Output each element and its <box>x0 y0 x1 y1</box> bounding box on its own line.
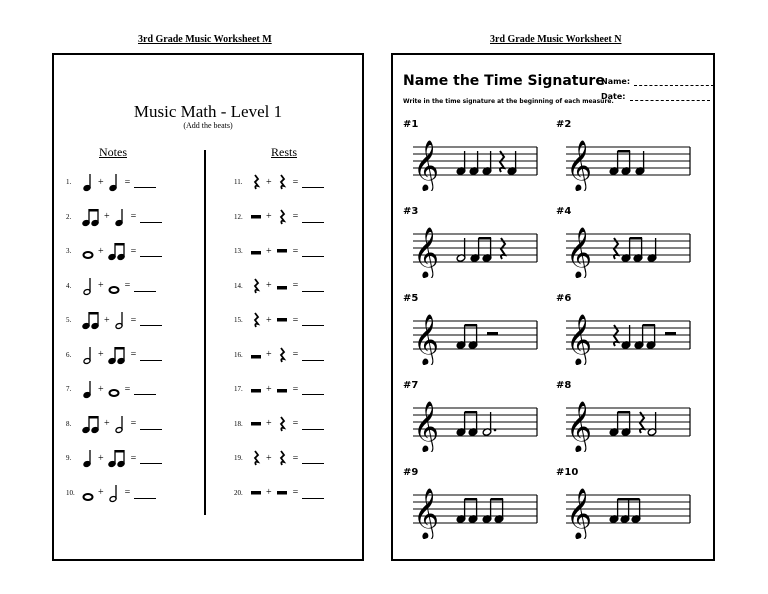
plus-sign: + <box>266 176 272 188</box>
equals-sign: = <box>124 383 131 395</box>
whole-rest-icon <box>276 483 288 503</box>
treble-clef-icon: 𝄞 <box>566 488 593 539</box>
rests-column-header: Rests <box>271 145 298 159</box>
answer-blank[interactable] <box>302 314 324 326</box>
rests-problem-row <box>234 275 324 297</box>
treble-clef-icon: 𝄞 <box>566 401 593 452</box>
rests-problem-row <box>234 378 324 400</box>
rests-problem-row <box>234 206 324 228</box>
problem-number: 12. <box>234 212 243 221</box>
music-staff <box>411 473 539 539</box>
problem-number: 6. <box>66 350 72 359</box>
eighth-pair-icon <box>82 414 100 434</box>
problem-number: 17. <box>234 385 243 393</box>
worksheet-n-title: 3rd Grade Music Worksheet N <box>490 34 622 45</box>
exercise-label: #2 <box>556 119 572 130</box>
equals-sign: = <box>292 280 299 291</box>
quarter-rest-icon <box>276 414 288 434</box>
equals-sign: = <box>292 211 299 222</box>
problem-number: 14. <box>234 281 243 290</box>
time-signature-exercise <box>556 119 696 197</box>
plus-sign: + <box>98 383 104 395</box>
answer-blank[interactable] <box>134 383 156 395</box>
music-staff <box>411 386 539 452</box>
name-line[interactable] <box>634 78 714 86</box>
worksheet-m-page <box>52 53 364 561</box>
exercise-label: #4 <box>556 206 572 217</box>
notes-problem-row <box>66 275 156 297</box>
half-rest-icon <box>276 379 288 399</box>
half-rest-icon <box>250 241 262 261</box>
plus-sign: + <box>266 349 272 360</box>
plus-sign: + <box>98 349 104 360</box>
time-signature-exercise <box>556 293 696 371</box>
exercise-label: #3 <box>403 206 419 217</box>
exercise-label: #6 <box>556 293 572 304</box>
equals-sign: = <box>124 176 131 188</box>
plus-sign: + <box>98 487 104 498</box>
quarter-rest-icon <box>250 448 262 468</box>
treble-clef-icon: 𝄞 <box>413 140 440 191</box>
problem-number: 2. <box>66 212 72 221</box>
equals-sign: = <box>130 211 137 222</box>
equals-sign: = <box>124 487 131 498</box>
music-staff <box>564 299 692 365</box>
problem-number: 1. <box>66 178 72 186</box>
rests-problem-row <box>234 482 324 504</box>
quarter-icon <box>82 379 94 399</box>
plus-sign: + <box>98 280 104 291</box>
equals-sign: = <box>292 383 299 395</box>
half-rest-icon <box>250 345 262 365</box>
plus-sign: + <box>266 487 272 498</box>
notes-problem-row <box>66 206 162 228</box>
whole-rest-icon <box>276 310 288 330</box>
treble-clef-icon: 𝄞 <box>413 314 440 365</box>
plus-sign: + <box>266 452 272 464</box>
answer-blank[interactable] <box>302 349 324 361</box>
problem-number: 5. <box>66 316 72 324</box>
music-math-title: Music Math - Level 1 <box>133 102 283 121</box>
answer-blank[interactable] <box>302 487 324 499</box>
exercise-label: #10 <box>556 467 579 478</box>
quarter-icon <box>82 172 94 192</box>
plus-sign: + <box>266 280 272 291</box>
quarter-rest-icon <box>276 207 288 227</box>
quarter-rest-icon <box>276 448 288 468</box>
treble-clef-icon: 𝄞 <box>566 314 593 365</box>
notes-problem-row <box>66 482 156 504</box>
quarter-rest-icon <box>250 310 262 330</box>
exercise-label: #7 <box>403 380 419 391</box>
music-staff <box>411 212 539 278</box>
problem-number: 9. <box>66 454 72 462</box>
problem-number: 7. <box>66 385 72 393</box>
problem-number: 13. <box>234 247 243 255</box>
equals-sign: = <box>292 487 299 498</box>
worksheet-n-page <box>391 53 715 561</box>
time-signature-exercise <box>556 467 696 545</box>
name-field[interactable] <box>601 77 714 86</box>
plus-sign: + <box>266 314 272 326</box>
equals-sign: = <box>130 314 137 326</box>
exercise-label: #1 <box>403 119 419 130</box>
plus-sign: + <box>98 176 104 188</box>
whole-icon <box>82 241 94 261</box>
half-icon <box>114 310 126 330</box>
eighth-pair-icon <box>108 448 126 468</box>
column-divider <box>204 150 206 515</box>
rests-problem-row <box>234 171 324 193</box>
exercise-label: #9 <box>403 467 419 478</box>
plus-sign: + <box>104 211 110 222</box>
date-line[interactable] <box>630 93 710 101</box>
treble-clef-icon: 𝄞 <box>413 401 440 452</box>
time-signature-exercise <box>403 119 543 197</box>
answer-blank[interactable] <box>140 211 162 223</box>
whole-icon <box>108 276 120 296</box>
answer-blank[interactable] <box>140 349 162 361</box>
half-rest-icon <box>250 379 262 399</box>
exercise-label: #5 <box>403 293 419 304</box>
date-field[interactable] <box>601 92 710 101</box>
quarter-rest-icon <box>276 172 288 192</box>
quarter-icon <box>82 448 94 468</box>
equals-sign: = <box>130 349 137 360</box>
problem-number: 3. <box>66 247 72 255</box>
plus-sign: + <box>266 211 272 222</box>
quarter-icon <box>108 172 120 192</box>
name-label: Name: <box>601 77 631 86</box>
notes-problem-row <box>66 344 162 366</box>
time-signature-exercise <box>403 293 543 371</box>
whole-icon <box>108 379 120 399</box>
time-signature-exercise <box>556 206 696 284</box>
eighth-pair-icon <box>108 345 126 365</box>
notes-column-header: Notes <box>99 145 127 159</box>
time-signature-exercise <box>403 380 543 458</box>
plus-sign: + <box>266 418 272 429</box>
notes-problem-row <box>66 378 156 400</box>
equals-sign: = <box>130 245 137 257</box>
rests-problem-row <box>234 240 324 262</box>
equals-sign: = <box>292 245 299 257</box>
treble-clef-icon: 𝄞 <box>566 227 593 278</box>
time-signature-exercise <box>556 380 696 458</box>
equals-sign: = <box>124 280 131 291</box>
notes-problem-row <box>66 413 162 435</box>
quarter-rest-icon <box>250 276 262 296</box>
answer-blank[interactable] <box>302 452 324 464</box>
equals-sign: = <box>292 176 299 188</box>
equals-sign: = <box>292 418 299 429</box>
notes-problem-row <box>66 171 156 193</box>
equals-sign: = <box>292 314 299 326</box>
answer-blank[interactable] <box>140 314 162 326</box>
half-icon <box>82 276 94 296</box>
answer-blank[interactable] <box>302 383 324 395</box>
date-label: Date: <box>601 92 626 101</box>
half-icon <box>82 345 94 365</box>
quarter-icon <box>114 207 126 227</box>
treble-clef-icon: 𝄞 <box>413 488 440 539</box>
plus-sign: + <box>266 245 272 257</box>
rests-problem-row <box>234 447 324 469</box>
equals-sign: = <box>130 418 137 429</box>
answer-blank[interactable] <box>140 418 162 430</box>
music-staff <box>564 125 692 191</box>
half-icon <box>114 414 126 434</box>
music-math-subtitle: (Add the beats) <box>183 121 233 130</box>
answer-blank[interactable] <box>134 280 156 292</box>
problem-number: 19. <box>234 454 243 462</box>
problem-number: 8. <box>66 419 72 428</box>
music-staff <box>411 125 539 191</box>
music-staff <box>411 299 539 365</box>
treble-clef-icon: 𝄞 <box>566 140 593 191</box>
problem-number: 20. <box>234 488 243 497</box>
music-staff <box>564 212 692 278</box>
answer-blank[interactable] <box>302 176 324 188</box>
whole-rest-icon <box>250 207 262 227</box>
problem-number: 11. <box>234 178 243 186</box>
answer-blank[interactable] <box>302 418 324 430</box>
whole-rest-icon <box>250 483 262 503</box>
whole-rest-icon <box>276 241 288 261</box>
time-signature-exercise <box>403 206 543 284</box>
time-signature-exercise <box>403 467 543 545</box>
equals-sign: = <box>292 452 299 464</box>
rests-problem-row <box>234 413 324 435</box>
problem-number: 4. <box>66 281 72 290</box>
answer-blank[interactable] <box>302 280 324 292</box>
problem-number: 18. <box>234 419 243 428</box>
notes-problem-row <box>66 240 162 262</box>
treble-clef-icon: 𝄞 <box>413 227 440 278</box>
whole-rest-icon <box>250 414 262 434</box>
eighth-pair-icon <box>82 310 100 330</box>
half-rest-icon <box>276 276 288 296</box>
eighth-pair-icon <box>82 207 100 227</box>
notes-problem-row <box>66 447 162 469</box>
quarter-rest-icon <box>250 172 262 192</box>
plus-sign: + <box>266 383 272 395</box>
answer-blank[interactable] <box>134 487 156 499</box>
half-icon <box>108 483 120 503</box>
problem-number: 15. <box>234 316 243 324</box>
worksheet-m-title: 3rd Grade Music Worksheet M <box>138 34 272 45</box>
plus-sign: + <box>104 314 110 326</box>
music-staff <box>564 473 692 539</box>
answer-blank[interactable] <box>302 245 324 257</box>
problem-number: 16. <box>234 350 243 359</box>
equals-sign: = <box>292 349 299 360</box>
music-staff <box>564 386 692 452</box>
plus-sign: + <box>98 452 104 464</box>
answer-blank[interactable] <box>134 176 156 188</box>
eighth-pair-icon <box>108 241 126 261</box>
notes-problem-row <box>66 309 162 331</box>
answer-blank[interactable] <box>140 452 162 464</box>
equals-sign: = <box>130 452 137 464</box>
answer-blank[interactable] <box>140 245 162 257</box>
plus-sign: + <box>104 418 110 429</box>
problem-number: 10. <box>66 488 75 497</box>
quarter-rest-icon <box>276 345 288 365</box>
exercise-label: #8 <box>556 380 572 391</box>
instructions-text: Write in the time signature at the beginning of each measure. <box>403 98 614 105</box>
rests-problem-row <box>234 309 324 331</box>
answer-blank[interactable] <box>302 211 324 223</box>
plus-sign: + <box>98 245 104 257</box>
whole-icon <box>82 483 94 503</box>
time-signature-title: Name the Time Signature <box>403 73 605 89</box>
rests-problem-row <box>234 344 324 366</box>
